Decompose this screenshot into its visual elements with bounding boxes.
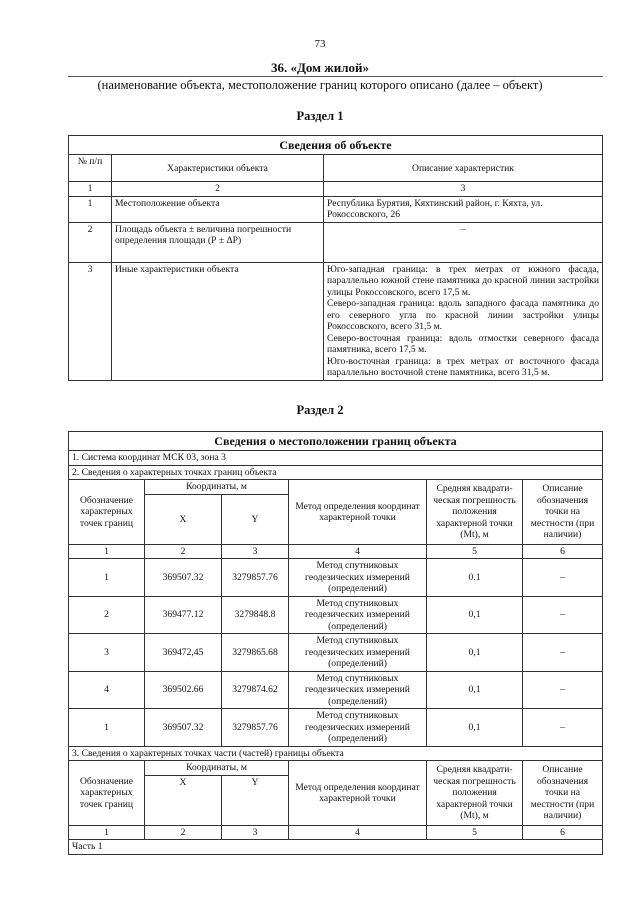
index-cell: 5 [427, 825, 523, 840]
index-cell: 6 [523, 825, 603, 840]
header-coords: Координаты, м [145, 480, 289, 495]
coord-system: 1. Система координат МСК 03, зона 3 [69, 451, 603, 466]
point-number: 1 [69, 709, 145, 747]
point-mt: 0,1 [427, 709, 523, 747]
boundary-caption: Сведения о местоположении границ объекта [69, 432, 603, 451]
point-x: 369502.66 [145, 671, 222, 709]
parts-header-method: Метод определения координат характерной точки [289, 761, 427, 826]
boundary-sw: Юго-западная граница: в трех метрах от южного фасада, параллельно южной стене памятника до красной линии застройки улицы Рокоссовского, всего 17,5 м. [327, 263, 599, 298]
object-info-table [68, 135, 603, 381]
point-number: 3 [69, 634, 145, 672]
point-mt: 0,1 [427, 671, 523, 709]
point-row [69, 634, 603, 672]
parts-title: 3. Сведения о характерных точках части (частей) границы объекта [69, 746, 603, 761]
point-y: 3279848.8 [222, 596, 289, 634]
point-method: Метод спутниковых геодезических измерений (определений) [289, 709, 427, 747]
point-x: 369507.32 [145, 709, 222, 747]
parts-header-error: Средняя квадрати-ческая погрешность положения характерной точки (Mt), м [427, 761, 523, 826]
point-method: Метод спутниковых геодезических измерений (определений) [289, 559, 427, 597]
point-row [69, 596, 603, 634]
point-y: 3279857.76 [222, 559, 289, 597]
point-y: 3279865.68 [222, 634, 289, 672]
section-2-heading: Раздел 2 [296, 403, 344, 417]
header-method: Метод определения координат характерной точки [289, 480, 427, 545]
object-info-caption: Сведения об объекте [69, 136, 603, 155]
point-x: 369507.32 [145, 559, 222, 597]
boundary-nw: Северо-западная граница: вдоль западного фасада памятника до его северного угла по красной линии застройки улицы Рокоссовского, всего 31,5 м. [327, 298, 599, 333]
header-error: Средняя квадрати-ческая погрешность положения характерной точки (Mt), м [427, 480, 523, 545]
parts-header-x: X [145, 775, 222, 825]
index-cell: 6 [523, 544, 603, 559]
index-cell: 3 [324, 182, 603, 197]
row-description [324, 262, 603, 380]
row-characteristic: Иные характеристики объекта [112, 262, 324, 380]
header-point-description: Описание обозначения точки на местности (при наличии) [523, 480, 603, 545]
point-desc: – [523, 596, 603, 634]
index-cell: 1 [69, 825, 145, 840]
header-description: Описание характеристик [324, 155, 603, 182]
part-label: Часть 1 [69, 840, 603, 855]
point-row [69, 671, 603, 709]
index-cell: 4 [289, 544, 427, 559]
index-cell: 3 [222, 544, 289, 559]
object-title: 36. «Дом жилой» [270, 60, 369, 75]
section-1-heading: Раздел 1 [296, 109, 344, 123]
index-cell: 5 [427, 544, 523, 559]
header-designation: Обозначение характерных точек границ [69, 480, 145, 545]
point-number: 1 [69, 559, 145, 597]
point-desc: – [523, 671, 603, 709]
point-mt: 0,1 [427, 634, 523, 672]
point-mt: 0,1 [427, 596, 523, 634]
point-row [69, 709, 603, 747]
parts-header-designation: Обозначение характерных точек границ [69, 761, 145, 826]
header-y: Y [222, 494, 289, 544]
point-desc: – [523, 709, 603, 747]
row-description: Республика Бурятия, Кяхтинский район, г. Кяхта, ул. Рокоссовского, 26 [324, 196, 603, 222]
boundary-ne: Северо-восточная граница: вдоль отмостки северного фасада памятника, всего 17,5 м. [327, 332, 599, 356]
title-underline [68, 76, 603, 77]
row-num: 2 [69, 222, 112, 262]
header-num: № п/п [69, 155, 112, 182]
index-cell: 2 [145, 825, 222, 840]
point-desc: – [523, 634, 603, 672]
point-x: 369477.12 [145, 596, 222, 634]
point-number: 4 [69, 671, 145, 709]
point-row [69, 559, 603, 597]
row-description: – [324, 222, 603, 262]
page-number: 73 [314, 38, 326, 50]
index-cell: 2 [112, 182, 324, 197]
header-characteristic: Характеристики объекта [112, 155, 324, 182]
point-y: 3279874.62 [222, 671, 289, 709]
point-method: Метод спутниковых геодезических измерений (определений) [289, 634, 427, 672]
index-cell: 3 [222, 825, 289, 840]
index-cell: 1 [69, 544, 145, 559]
point-desc: – [523, 559, 603, 597]
row-characteristic: Местоположение объекта [112, 196, 324, 222]
object-subtitle: (наименование объекта, местоположение границ которого описано (далее – объект) [97, 78, 543, 92]
row-num: 1 [69, 196, 112, 222]
header-x: X [145, 494, 222, 544]
row-characteristic: Площадь объекта ± величина погрешности определения площади (Р ± ΔР) [112, 222, 324, 262]
point-mt: 0.1 [427, 559, 523, 597]
index-cell: 4 [289, 825, 427, 840]
parts-header-point-description: Описание обозначения точки на местности (при наличии) [523, 761, 603, 826]
row-num: 3 [69, 262, 112, 380]
parts-header-y: Y [222, 775, 289, 825]
point-number: 2 [69, 596, 145, 634]
point-method: Метод спутниковых геодезических измерений (определений) [289, 671, 427, 709]
points-title: 2. Сведения о характерных точках границ объекта [69, 465, 603, 480]
point-y: 3279857.76 [222, 709, 289, 747]
index-cell: 2 [145, 544, 222, 559]
boundary-location-table [68, 431, 603, 855]
boundary-se: Юго-восточная граница: в трех метрах от восточного фасада параллельно восточной стене памятника, всего 31,5 м. [327, 355, 599, 379]
point-x: 369472,45 [145, 634, 222, 672]
point-method: Метод спутниковых геодезических измерений (определений) [289, 596, 427, 634]
index-cell: 1 [69, 182, 112, 197]
parts-header-coords: Координаты, м [145, 761, 289, 776]
